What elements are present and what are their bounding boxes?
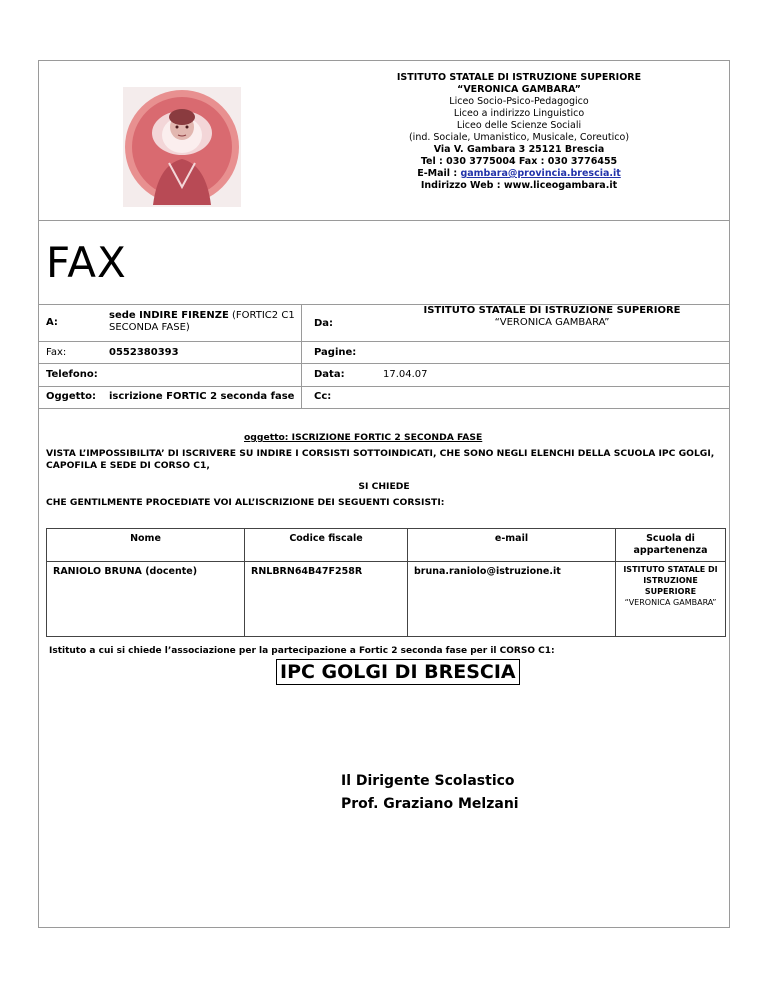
divider: [39, 341, 729, 342]
header-line-3: Liceo Socio-Psico-Pedagogico: [449, 96, 589, 107]
cell-codice: RNLBRN64B47F258R: [245, 562, 408, 637]
scuola-rest: “VERONICA GAMBARA”: [624, 598, 717, 607]
telefono-label: Telefono:: [46, 369, 98, 380]
fax-title: FAX: [46, 238, 127, 287]
header-phone: Tel : 030 3775004 Fax : 030 3776455: [420, 156, 618, 167]
header-line-5: Liceo delle Scienze Sociali: [456, 120, 582, 131]
corsisti-table: [46, 528, 726, 637]
a-value-rest: (FORTIC2 C1 SECONDA FASE): [109, 310, 295, 333]
oggetto-label: Oggetto:: [46, 391, 97, 402]
header-web: Indirizzo Web : www.liceogambara.it: [420, 180, 618, 191]
cell-nome: RANIOLO BRUNA (docente): [47, 562, 245, 637]
institute-header: [384, 72, 654, 192]
si-chiede: SI CHIEDE: [358, 481, 410, 492]
signature-name: Prof. Graziano Melzani: [341, 796, 519, 812]
email-link[interactable]: gambara@provincia.brescia.it: [460, 168, 621, 179]
a-label: A:: [46, 317, 58, 328]
divider: [39, 220, 729, 221]
da-label: Da:: [314, 318, 334, 329]
col-scuola: Scuola di appartenenza: [616, 529, 726, 562]
col-codice: Codice fiscale: [245, 529, 408, 562]
paragraph-2: CHE GENTILMENTE PROCEDIATE VOI ALL’ISCRIZIONE DEI SEGUENTI CORSISTI:: [46, 497, 445, 508]
fax-value: 0552380393: [109, 347, 179, 358]
portrait-logo: [123, 87, 241, 207]
header-line-6: (ind. Sociale, Umanistico, Musicale, Coreutico): [408, 132, 630, 143]
header-line-2: “VERONICA GAMBARA”: [457, 84, 581, 95]
data-label: Data:: [314, 369, 345, 380]
pagine-label: Pagine:: [314, 347, 357, 358]
divider: [39, 363, 729, 364]
a-value: [109, 310, 299, 334]
table-header-row: [47, 529, 726, 562]
col-email: e-mail: [408, 529, 616, 562]
header-email: [384, 168, 654, 180]
da-line-2: “VERONICA GAMBARA”: [494, 317, 610, 328]
header-line-1: ISTITUTO STATALE DI ISTRUZIONE SUPERIORE: [396, 72, 642, 83]
subject: oggetto: ISCRIZIONE FORTIC 2 SECONDA FASE: [244, 432, 483, 443]
portrait-icon: [123, 87, 241, 207]
col-nome: Nome: [47, 529, 245, 562]
data-value: 17.04.07: [383, 369, 428, 380]
divider: [301, 304, 302, 408]
da-value: [407, 305, 697, 329]
da-line-1: ISTITUTO STATALE DI ISTRUZIONE SUPERIORE: [423, 305, 681, 316]
cell-scuola: [616, 562, 726, 637]
header-line-4: Liceo a indirizzo Linguistico: [453, 108, 585, 119]
signature-role: Il Dirigente Scolastico: [341, 773, 515, 789]
istituto-line: Istituto a cui si chiede l’associazione per la partecipazione a Fortic 2 seconda fase per il CORSO C1:: [49, 646, 555, 656]
divider: [39, 386, 729, 387]
oggetto-value: iscrizione FORTIC 2 seconda fase: [109, 391, 295, 402]
table-row: [47, 562, 726, 637]
fax-label: Fax:: [46, 347, 67, 358]
a-value-bold: sede INDIRE FIRENZE: [109, 310, 229, 321]
scuola-bold: ISTITUTO STATALE DI ISTRUZIONE SUPERIORE: [623, 565, 718, 596]
cell-email: bruna.raniolo@istruzione.it: [408, 562, 616, 637]
header-address: Via V. Gambara 3 25121 Brescia: [433, 144, 605, 155]
ipc-golgi-box: IPC GOLGI DI BRESCIA: [276, 659, 520, 685]
divider: [39, 408, 729, 409]
fax-document: [38, 60, 730, 928]
cc-label: Cc:: [314, 391, 332, 402]
paragraph-1: VISTA L’IMPOSSIBILITA’ DI ISCRIVERE SU INDIRE I CORSISTI SOTTOINDICATI, CHE SONO NEGLI ELENCHI DELLA SCUOLA IPC GOLGI, CAPOFILA E SEDE DI CORSO C1,: [46, 448, 715, 471]
email-label: E-Mail :: [417, 168, 461, 179]
